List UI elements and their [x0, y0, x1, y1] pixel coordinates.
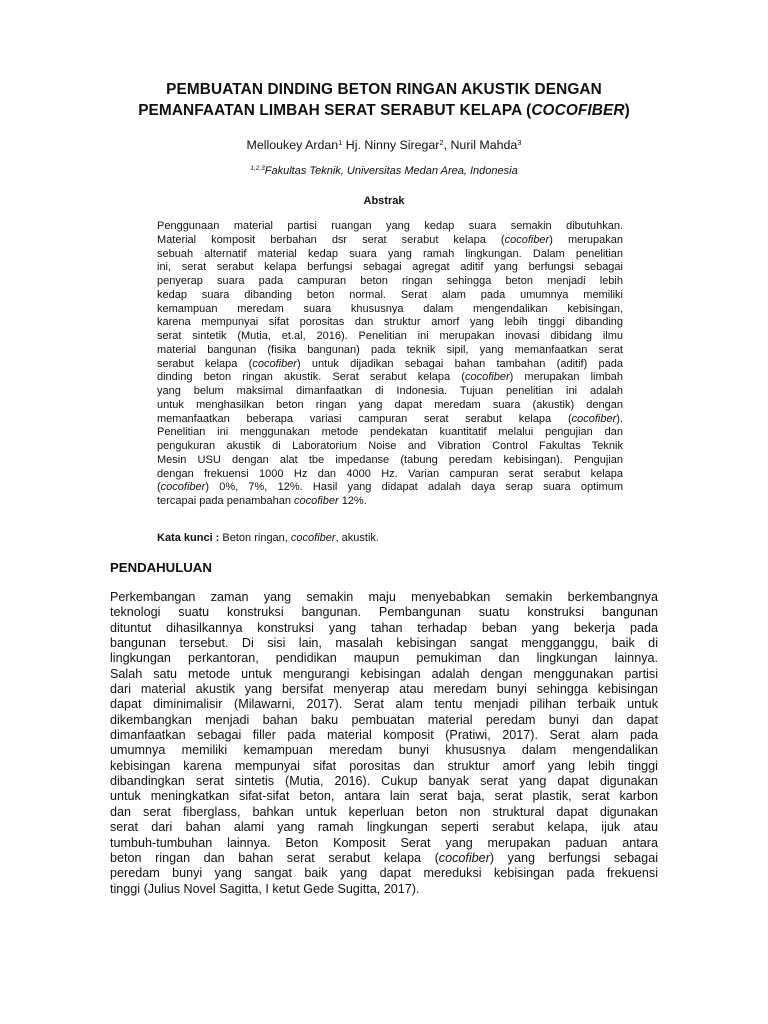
abstract-line	[157, 358, 623, 372]
keywords	[157, 531, 623, 545]
paragraph-line: teknologi suatu konstruksi bangunan. Pembangunan suatu konstruksi bangunan	[110, 605, 658, 620]
author-1-marker: 1	[338, 138, 343, 147]
paragraph-line: tinggi (Julius Novel Sagitta, I ketut Gede Sugitta, 2017).	[110, 881, 420, 896]
affiliation-marker: 1,2,3	[250, 165, 265, 172]
paragraph-line: Perkembangan zaman yang semakin maju menyebabkan semakin berkembangnya	[110, 590, 658, 604]
author-1: Melloukey Ardan	[246, 138, 339, 152]
paragraph-line: dibandingkan serat sintetis (Mutia, 2016). Cukup banyak serat yang dapat digunakan	[110, 774, 658, 789]
abstract-line	[157, 495, 623, 509]
abstract-line: Mesin USU dengan alat tbe impedanse (tabung peredam kebisingan). Pengujian	[157, 453, 623, 466]
abstract-line: pengukuran akustik di Laboratorium Noise and Vibration Control Fakultas Teknik	[157, 440, 623, 452]
author-3: , Nuril Mahda	[443, 138, 518, 152]
abstract-text: ) merupakan	[549, 233, 623, 246]
abstract-line: untuk menghasilkan beton ringan yang dapat meredam suara (akustik) dengan	[157, 398, 623, 411]
abstract-text: dinding beton ringan akustik. Serat serabut kelapa (	[157, 371, 465, 384]
abstract-line	[157, 371, 623, 385]
paragraph-line: Salah satu metode untuk mengurangi kebisingan adalah dengan menggunakan partisi	[110, 666, 658, 681]
abstract-line: ini, serat serabut kelapa berfungsi sebagai agregat aditif yang berfungsi sebagai	[157, 261, 623, 274]
paragraph-line: bangunan tersebut. Di sisi lain, masalah kebisingan sangat mengganggu, baik di	[110, 636, 658, 651]
paragraph-line: dimanfaatkan sebagai filler pada material komposit (Pratiwi, 2017). Serat alam pada	[110, 728, 658, 743]
abstract-italic-term: cocofiber	[464, 371, 510, 384]
paragraph-line: dapat diminimalisir (Milawarni, 2017). Serat alam tentu menjadi pilihan terbaik untuk	[110, 697, 658, 712]
abstract-italic-term: cocofiber	[294, 495, 339, 507]
paragraph-line: dari material akustik yang bersifat menyerap atau meredam bunyi sehingga kebisingan	[110, 682, 658, 697]
keywords-text-end: , akustik.	[335, 532, 379, 544]
paragraph-line: kebisingan karena mempunyai sifat porositas dan struktur amorf yang lebih tinggi	[110, 758, 658, 773]
abstract-italic-term: cocofiber	[571, 412, 617, 425]
title-line-2	[0, 100, 768, 121]
abstract-italic-term: cocofiber	[504, 233, 550, 246]
introduction-body	[110, 590, 658, 897]
abstract-text: (	[157, 481, 161, 494]
abstract-italic-term: cocofiber	[252, 357, 297, 370]
paragraph-line	[110, 851, 658, 866]
paragraph-line: untuk meningkatkan sifat-sifat beton, antara lain serat baja, serat plastik, serat karbon	[110, 789, 658, 804]
keywords-label: Kata kunci :	[157, 532, 220, 544]
abstract-line: Penggunaan material partisi ruangan yang kedap suara semakin dibutuhkan.	[157, 220, 623, 232]
abstract-line	[157, 234, 623, 248]
abstract-line: yang belum maksimal dimanfaatkan di Indonesia. Tujuan penelitian ini adalah	[157, 385, 623, 397]
paragraph-text: beton ringan dan bahan serat serabut kelapa (	[110, 850, 439, 865]
abstract-line: Penelitian ini menggunakan metode pendekatan kuantitatif melalui pengujian dan	[157, 426, 623, 439]
paragraph-line: serat dari bahan alami yang ramah lingkungan seperti serabut kelapa, ijuk atau	[110, 820, 658, 835]
section-heading: PENDAHULUAN	[110, 560, 212, 575]
abstract-italic-term: cocofiber	[160, 481, 206, 494]
paragraph-line: tumbuh-tumbuhan lainnya. Beton Komposit Serat yang merupakan paduan antara	[110, 835, 658, 850]
abstract-text: memanfaatkan beberapa variasi campuran serat serabut kelapa (	[157, 412, 572, 425]
abstract-line: material bangunan (fisika bangunan) pada teknik sipil, yang memanfaatkan serat	[157, 343, 623, 356]
paragraph-line: lingkungan perkantoran, pendidikan maupun pemukiman dan lingkungan lainnya.	[110, 651, 658, 666]
paper-title	[0, 79, 768, 121]
keywords-text: Beton ringan,	[219, 532, 291, 544]
abstract-text: serabut kelapa (	[157, 357, 253, 370]
paragraph-line: dan serat fiberglass, bahkan untuk keperluan beton non struktural dapat digunakan	[110, 804, 658, 819]
paragraph-line: dikembangkan menjadi bahan baku pembuatan material peredam bunyi dan dapat	[110, 712, 658, 727]
author-2-marker: 2	[439, 138, 444, 147]
paragraph-italic-term: cocofiber	[438, 850, 490, 865]
title-italic-term: COCOFIBER	[531, 102, 625, 119]
abstract-line: penyerap suara pada campuran beton ringan sehingga beton menjadi lebih	[157, 275, 623, 287]
abstract-line: karena mempunyai sifat porositas dan struktur amorf yang lebih tinggi dibanding	[157, 316, 623, 329]
abstract-text: ) 0%, 7%, 12%. Hasil yang didapat adalah daya serap suara optimum	[205, 481, 623, 494]
author-2: Hj. Ninny Siregar	[342, 138, 440, 152]
abstract-line	[157, 413, 623, 427]
title-line-1: PEMBUATAN DINDING BETON RINGAN AKUSTIK DENGAN	[166, 81, 602, 98]
title-line-2-close: )	[624, 102, 630, 119]
abstract-line: sebuah alternatif material kedap suara yang ramah lingkungan. Dalam penelitian	[157, 247, 623, 260]
abstract-text: ) untuk dijadikan sebagai bahan tambahan (aditif) pada	[296, 357, 623, 370]
abstract-text: tercapai pada penambahan	[157, 495, 294, 507]
abstract-line: serat sintetik (Mutia, et.al, 2016). Penelitian ini merupakan inovasi dibidang ilmu	[157, 330, 623, 342]
abstract-text: 12%.	[338, 495, 367, 507]
paragraph-line: peredam bunyi yang sangat baik yang dapat mereduksi kebisingan pada frekuensi	[110, 866, 658, 881]
abstract-body	[157, 220, 623, 509]
paragraph-line: umumnya memiliki kemampuan meredam bunyi khususnya dalam mengendalikan	[110, 743, 658, 758]
paragraph-text: ) yang berfungsi sebagai	[489, 850, 658, 865]
paragraph-line: dituntut dihasilkannya konstruksi yang tahan terhadap beban yang bekerja pada	[110, 620, 658, 635]
title-line-2-text: PEMANFAATAN LIMBAH SERAT SERABUT KELAPA (	[138, 102, 532, 119]
abstract-line	[157, 481, 623, 495]
affiliation-text: Fakultas Teknik, Universitas Medan Area, Indonesia	[264, 165, 518, 177]
abstract-line: kedap suara dibanding beton normal. Serat alam pada umumnya memiliki	[157, 288, 623, 301]
affiliation	[0, 165, 768, 177]
abstract-text: ) merupakan limbah	[509, 371, 623, 384]
abstract-heading: Abstrak	[363, 195, 405, 207]
author-3-marker: 3	[517, 138, 522, 147]
keywords-italic-term: cocofiber	[290, 532, 336, 544]
abstract-line: dengan frekuensi 1000 Hz dan 4000 Hz. Varian campuran serat serabut kelapa	[157, 467, 623, 480]
abstract-text: Material komposit berbahan dsr serat serabut kelapa (	[157, 233, 505, 246]
abstract-text: ).	[616, 412, 623, 425]
author-list	[0, 134, 768, 154]
abstract-line: kemampuan meredam suara khususnya dalam mengendalikan kebisingan,	[157, 302, 623, 315]
